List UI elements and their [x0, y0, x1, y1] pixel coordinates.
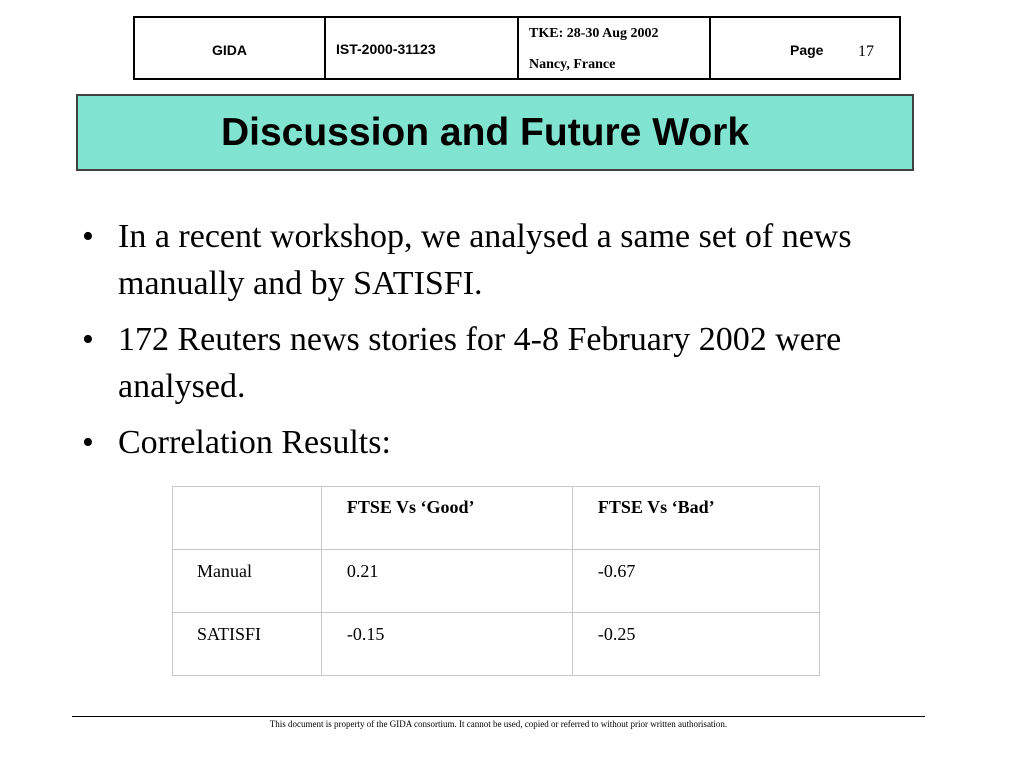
- bullet-text: 172 Reuters news stories for 4-8 February 2002 were analysed.: [118, 321, 842, 405]
- bullet-text: Correlation Results:: [118, 424, 391, 461]
- table-cell: SATISFI: [173, 613, 322, 676]
- page-number: 17: [858, 43, 874, 60]
- header-contract-cell: [326, 18, 519, 78]
- footer-notice: This document is property of the GIDA consortium. It cannot be used, copied or referred to without prior written authorisation.: [269, 719, 728, 729]
- event-location: Nancy, France: [529, 57, 616, 72]
- bullet-icon: •: [82, 424, 94, 461]
- header-project-cell: [135, 18, 326, 78]
- table-cell: 0.21: [321, 550, 572, 613]
- header-page-cell: [711, 18, 899, 78]
- page-label: Page: [790, 42, 824, 58]
- event-name: TKE: 28-30 Aug 2002: [529, 26, 659, 41]
- bullet-icon: •: [82, 321, 94, 358]
- bullet-text: In a recent workshop, we analysed a same set of news manually and by SATISFI.: [118, 218, 852, 302]
- table-row: [173, 613, 820, 676]
- bullet-icon: •: [82, 218, 94, 255]
- bullet-item: [82, 213, 912, 307]
- contract-number: IST-2000-31123: [336, 41, 436, 57]
- bullet-list: [82, 213, 912, 475]
- title-bar: [76, 94, 914, 171]
- table-header-cell: [173, 487, 322, 550]
- table-header-row: [173, 487, 820, 550]
- bullet-item: [82, 419, 912, 466]
- bullet-item: [82, 316, 912, 410]
- header-box: [133, 16, 901, 80]
- table-cell: -0.15: [321, 613, 572, 676]
- table-header-cell: FTSE Vs ‘Good’: [321, 487, 572, 550]
- table-row: [173, 550, 820, 613]
- project-name: GIDA: [212, 42, 247, 58]
- table-cell: Manual: [173, 550, 322, 613]
- slide-title: Discussion and Future Work: [220, 110, 750, 154]
- correlation-table: [172, 486, 820, 676]
- table-cell: -0.67: [572, 550, 819, 613]
- table-header-cell: FTSE Vs ‘Bad’: [572, 487, 819, 550]
- table-cell: -0.25: [572, 613, 819, 676]
- footer-divider: [72, 716, 925, 717]
- header-event-cell: [519, 18, 711, 78]
